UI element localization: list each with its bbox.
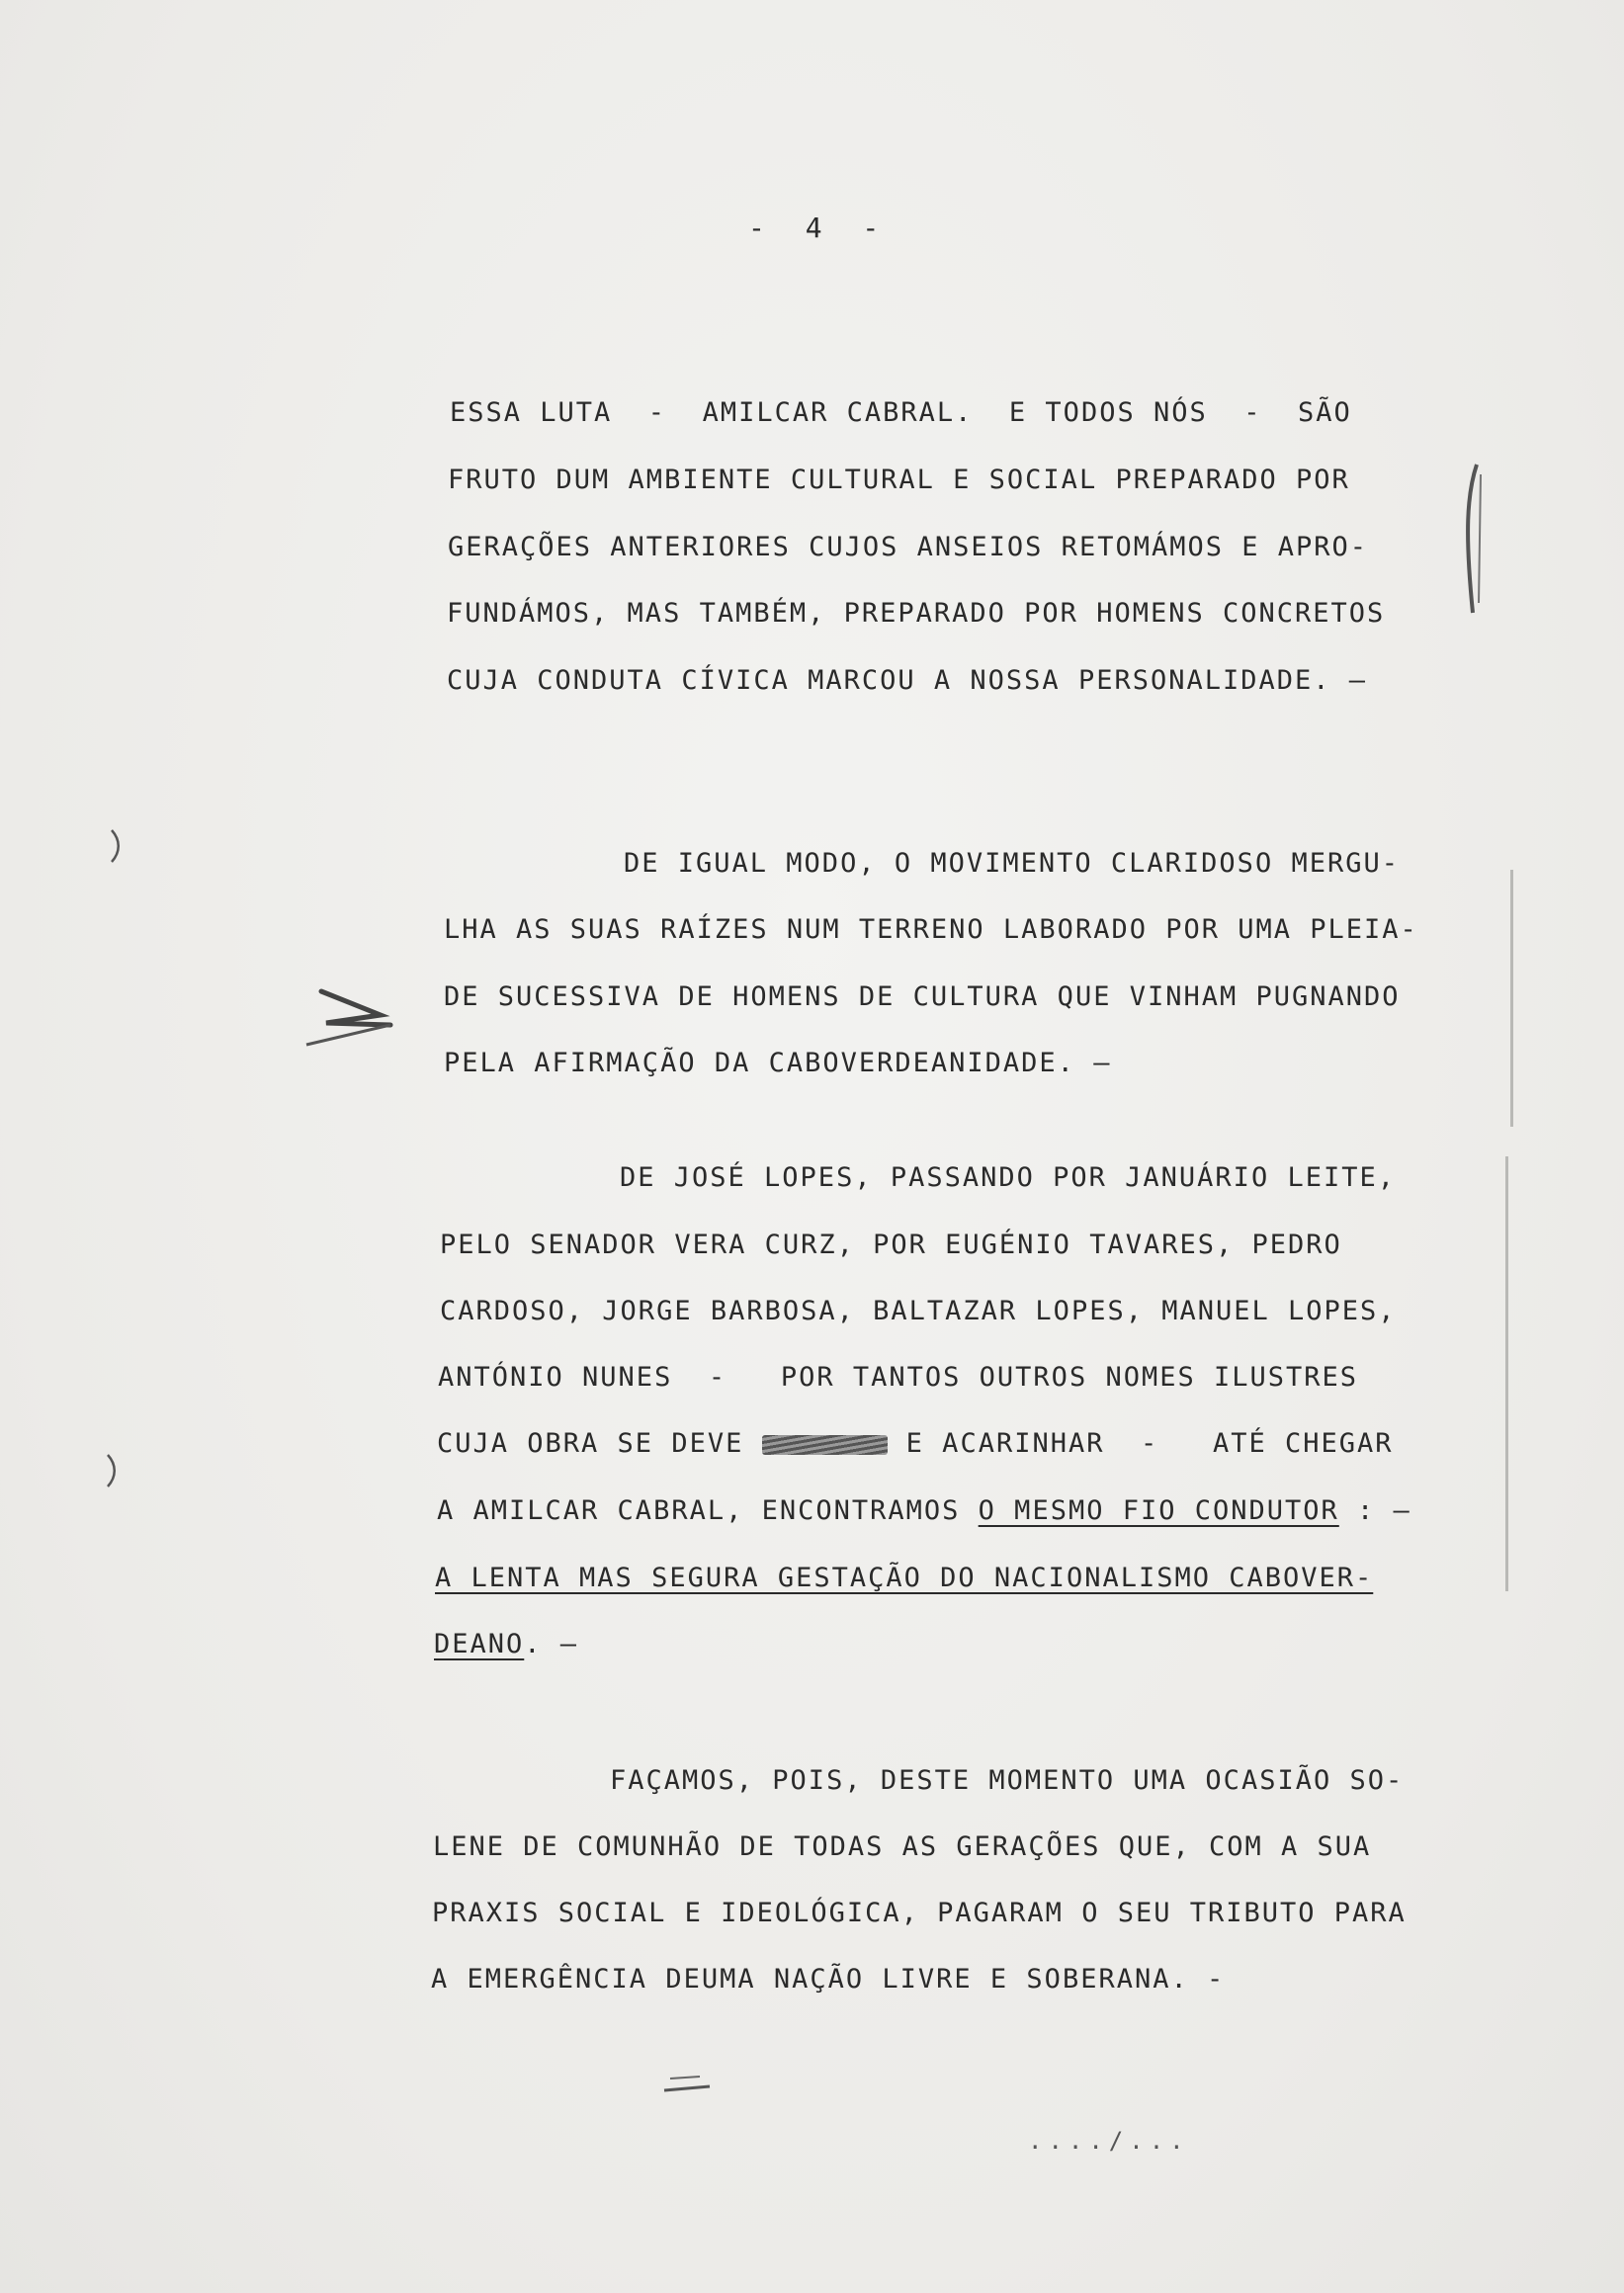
margin-paren-mark bbox=[107, 826, 127, 866]
text-segment: . — bbox=[524, 1629, 579, 1659]
handwritten-dash-mark bbox=[660, 2071, 720, 2100]
paragraph-2-line-1: DE IGUAL MODO, O MOVIMENTO CLARIDOSO MERGU- bbox=[624, 848, 1400, 879]
paragraph-3-line-2: PELO SENADOR VERA CURZ, POR EUGÉNIO TAVARES, PEDRO bbox=[440, 1230, 1342, 1260]
text-segment: A AMILCAR CABRAL, ENCONTRAMOS bbox=[437, 1495, 961, 1526]
paragraph-1-line-3: GERAÇÕES ANTERIORES CUJOS ANSEIOS RETOMÁMOS E APRO- bbox=[448, 532, 1369, 562]
margin-paren-mark bbox=[103, 1451, 123, 1490]
paragraph-3-line-4: ANTÓNIO NUNES - POR TANTOS OUTROS NOMES ILUSTRES bbox=[438, 1362, 1359, 1393]
margin-vertical-line bbox=[1505, 1156, 1508, 1591]
paragraph-3-line-6 bbox=[437, 1494, 1411, 1528]
paragraph-4-line-4: A EMERGÊNCIA DEUMA NAÇÃO LIVRE E SOBERANA. - bbox=[431, 1964, 1226, 1995]
paragraph-3-line-7: A LENTA MAS SEGURA GESTAÇÃO DO NACIONALISMO CABOVER- bbox=[435, 1563, 1374, 1593]
paragraph-4-line-3: PRAXIS SOCIAL E IDEOLÓGICA, PAGARAM O SEU TRIBUTO PARA bbox=[432, 1898, 1407, 1928]
paragraph-4-line-1: FAÇAMOS, POIS, DESTE MOMENTO UMA OCASIÃO SO- bbox=[610, 1765, 1405, 1796]
paragraph-2-line-3: DE SUCESSIVA DE HOMENS DE CULTURA QUE VINHAM PUGNANDO bbox=[444, 981, 1401, 1012]
paragraph-1-line-4: FUNDÁMOS, MAS TAMBÉM, PREPARADO POR HOMENS CONCRETOS bbox=[447, 598, 1386, 629]
paragraph-1-line-5: CUJA CONDUTA CÍVICA MARCOU A NOSSA PERSONALIDADE. — bbox=[447, 665, 1368, 696]
margin-vertical-line bbox=[1510, 870, 1513, 1127]
text-segment: E ACARINHAR - ATÉ CHEGAR bbox=[905, 1428, 1394, 1459]
paragraph-4-line-2: LENE DE COMUNHÃO DE TODAS AS GERAÇÕES QUE, COM A SUA bbox=[433, 1831, 1372, 1862]
margin-arrow-mark bbox=[297, 983, 405, 1053]
paragraph-1-line-1: ESSA LUTA - AMILCAR CABRAL. E TODOS NÓS - SÃO bbox=[450, 397, 1352, 428]
paragraph-3-line-1: DE JOSÉ LOPES, PASSANDO POR JANUÁRIO LEITE, bbox=[620, 1162, 1396, 1193]
continuation-marker: ..../... bbox=[1028, 2127, 1190, 2155]
struck-word bbox=[762, 1435, 889, 1455]
margin-bracket-mark bbox=[1459, 455, 1489, 623]
paragraph-2-line-2: LHA AS SUAS RAÍZES NUM TERRENO LABORADO POR UMA PLEIA- bbox=[444, 914, 1418, 945]
text-segment: : — bbox=[1357, 1495, 1411, 1526]
paragraph-2-line-4: PELA AFIRMAÇÃO DA CABOVERDEANIDADE. — bbox=[444, 1048, 1112, 1078]
paragraph-1-line-2: FRUTO DUM AMBIENTE CULTURAL E SOCIAL PREPARADO POR bbox=[448, 465, 1350, 495]
paragraph-3-line-3: CARDOSO, JORGE BARBOSA, BALTAZAR LOPES, MANUEL LOPES, bbox=[440, 1296, 1397, 1326]
underlined-phrase: O MESMO FIO CONDUTOR bbox=[978, 1495, 1339, 1526]
paragraph-3-line-8 bbox=[434, 1628, 578, 1661]
paragraph-3-line-5 bbox=[437, 1427, 1394, 1461]
text-segment: CUJA OBRA SE DEVE bbox=[437, 1428, 744, 1459]
page-number: - 4 - bbox=[748, 212, 892, 244]
underlined-word: DEANO bbox=[434, 1629, 525, 1659]
